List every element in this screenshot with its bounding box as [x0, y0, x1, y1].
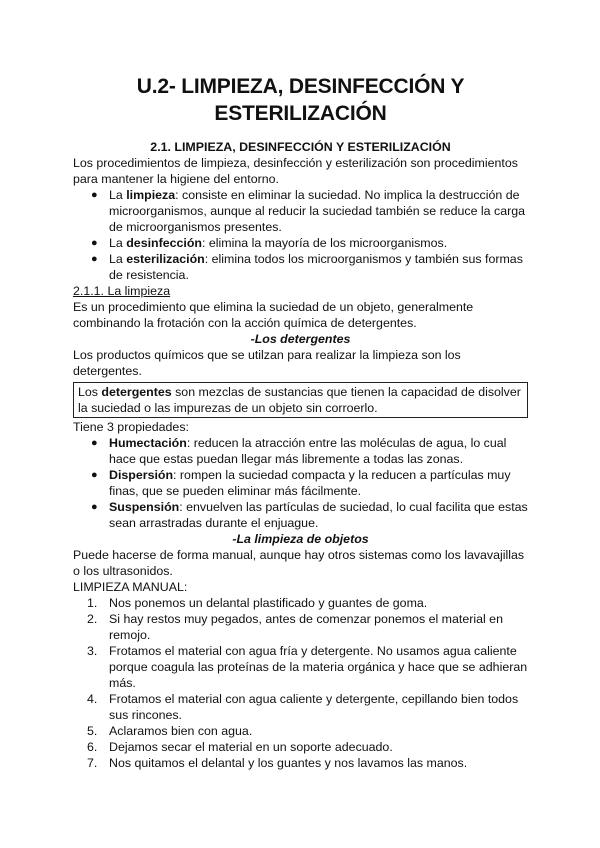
- list-item: 7. Nos quitamos el delantal y los guantes y nos lavamos las manos.: [87, 756, 468, 770]
- title-line-2: ESTERILIZACIÓN: [214, 102, 387, 125]
- objetos-paragraph: Puede hacerse de forma manual, aunque hay otros sistemas como los lavavajillas o los ultrasonidos.: [73, 548, 525, 578]
- term-humectacion: Humectación: [109, 436, 187, 450]
- title-line-1: U.2- LIMPIEZA, DESINFECCIÓN Y: [136, 75, 465, 98]
- step-number: 2.: [87, 612, 98, 626]
- list-item: 2. Si hay restos muy pegados, antes de comenzar ponemos el material en remojo.: [87, 612, 503, 642]
- detergentes-heading: -Los detergentes: [250, 332, 351, 346]
- bullet-icon: ●: [91, 469, 98, 481]
- document-title: [73, 73, 528, 127]
- term-desinfeccion: desinfección: [126, 236, 202, 250]
- bullet-icon: ●: [91, 253, 98, 265]
- objetos-heading: -La limpieza de objetos: [232, 532, 369, 546]
- limpieza-paragraph: Es un procedimiento que elimina la suciedad de un objeto, generalmente combinando la frotación con la acción química de detergentes.: [73, 300, 474, 330]
- step-number: 3.: [87, 644, 98, 658]
- list-item: 5. Aclaramos bien con agua.: [87, 724, 253, 738]
- list-item: 4. Frotamos el material con agua caliente y detergente, cepillando bien todos sus rincones.: [87, 692, 519, 722]
- list-item: 6. Dejamos secar el material en un soporte adecuado.: [87, 740, 393, 754]
- list-item: ● Dispersión: rompen la suciedad compacta y la reducen a partículas muy finas, que se pueden eliminar más fácilmente.: [91, 468, 511, 498]
- bullet-icon: ●: [91, 189, 98, 201]
- definition-box: Los detergentes son mezclas de sustancias que tienen la capacidad de disolver la suciedad o las impurezas de un objeto sin corroerlo.: [73, 382, 528, 418]
- document-body: [73, 155, 528, 771]
- bullet-icon: ●: [91, 437, 98, 449]
- term-detergentes: detergentes: [101, 385, 172, 399]
- bullet-icon: ●: [91, 501, 98, 513]
- definitions-list: [73, 187, 528, 283]
- intro-paragraph: Los procedimientos de limpieza, desinfección y esterilización son procedimientos para mantener la higiene del entorno.: [73, 156, 518, 186]
- section-title: 2.1. LIMPIEZA, DESINFECCIÓN Y ESTERILIZACIÓN: [150, 140, 451, 154]
- list-item: ● La esterilización: elimina todos los microorganismos y también sus formas de resistencia.: [91, 252, 523, 282]
- step-number: 7.: [87, 756, 98, 770]
- list-item: ● La limpieza: consiste en eliminar la suciedad. No implica la destrucción de microorganismos, aunque al reducir la suciedad también se reduce la carga de microorganismos presentes.: [91, 188, 525, 234]
- list-item: 1. Nos ponemos un delantal plastificado y guantes de goma.: [87, 596, 428, 610]
- propiedades-intro: Tiene 3 propiedades:: [73, 420, 189, 434]
- manual-label: LIMPIEZA MANUAL:: [73, 580, 188, 594]
- list-item: ● Suspensión: envuelven las partículas de suciedad, lo cual facilita que estas sean arrastradas durante el enjuague.: [91, 500, 528, 530]
- step-number: 1.: [87, 596, 98, 610]
- term-dispersion: Dispersión: [109, 468, 174, 482]
- term-limpieza: limpieza: [126, 188, 176, 202]
- list-item: ● La desinfección: elimina la mayoría de los microorganismos.: [91, 236, 448, 250]
- propiedades-list: [73, 435, 528, 531]
- subsection-heading: 2.1.1. La limpieza: [73, 284, 171, 298]
- term-suspension: Suspensión: [109, 500, 180, 514]
- steps-list: [73, 595, 528, 771]
- list-item: ● Humectación: reducen la atracción entre las moléculas de agua, lo cual hace que estas puedan llegar más libremente a todas las zonas.: [91, 436, 507, 466]
- list-item: 3. Frotamos el material con agua fría y detergente. No usamos agua caliente porque coagula las proteínas de la materia orgánica y hace que se adhieran más.: [87, 644, 528, 690]
- step-number: 6.: [87, 740, 98, 754]
- step-number: 5.: [87, 724, 98, 738]
- detergentes-intro: Los productos químicos que se utilzan para realizar la limpieza son los detergentes.: [73, 348, 461, 378]
- bullet-icon: ●: [91, 237, 98, 249]
- term-esterilizacion: esterilización: [126, 252, 205, 266]
- step-number: 4.: [87, 692, 98, 706]
